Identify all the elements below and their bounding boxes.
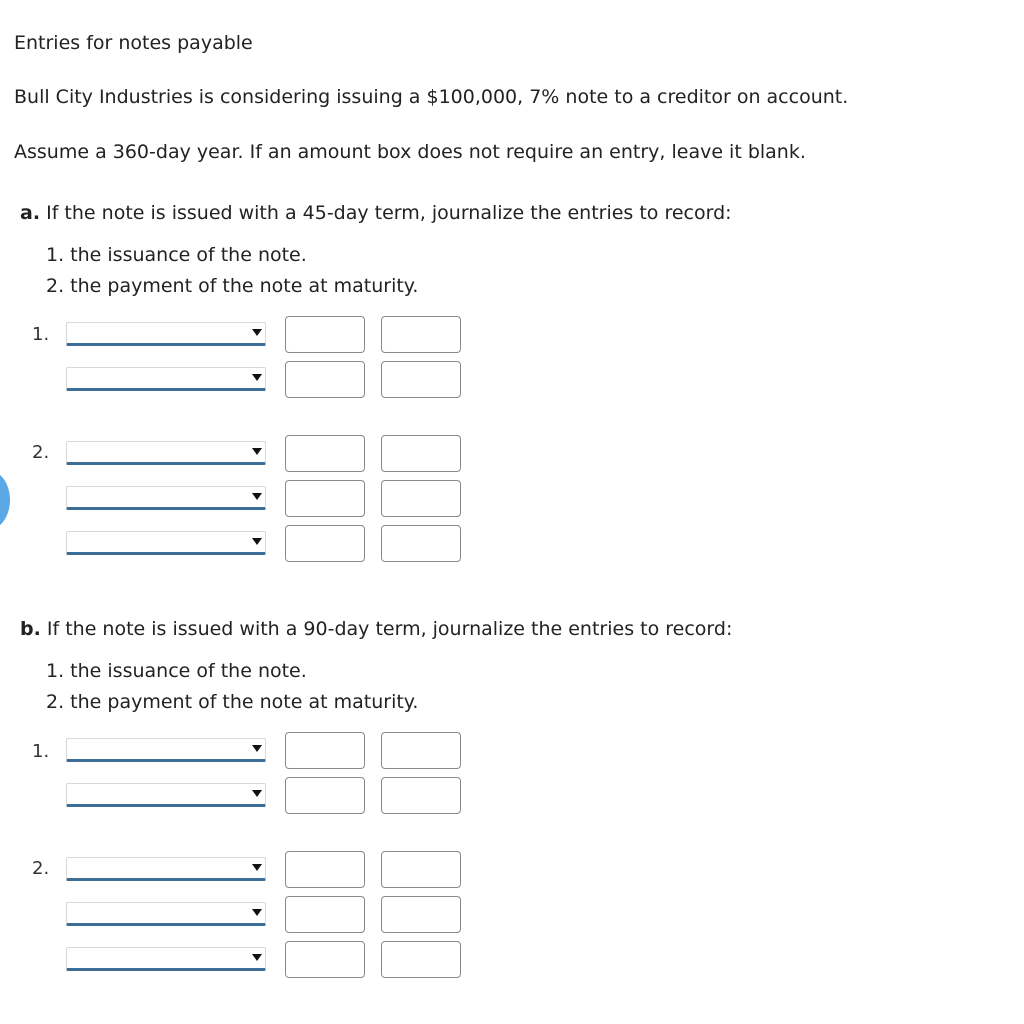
part-a-item-1: 1. the issuance of the note. <box>46 244 307 266</box>
part-a-label: a. <box>20 202 41 224</box>
account-select[interactable] <box>66 783 266 807</box>
part-b-entry-2-label: 2. <box>32 858 50 879</box>
account-select[interactable] <box>66 738 266 762</box>
dropdown-arrow-icon <box>252 864 262 871</box>
part-a-entry-1-label: 1. <box>32 324 50 345</box>
account-select[interactable] <box>66 902 266 926</box>
credit-amount-input[interactable] <box>381 941 461 978</box>
credit-amount-input[interactable] <box>381 525 461 562</box>
part-b-label: b. <box>20 618 41 640</box>
dropdown-arrow-icon <box>252 538 262 545</box>
dropdown-arrow-icon <box>252 790 262 797</box>
part-b-item-1: 1. the issuance of the note. <box>46 660 307 682</box>
instructions-text: Assume a 360-day year. If an amount box does not require an entry, leave it blank. <box>14 141 806 163</box>
page-title: Entries for notes payable <box>14 32 253 54</box>
part-a-item-2: 2. the payment of the note at maturity. <box>46 275 419 297</box>
credit-amount-input[interactable] <box>381 896 461 933</box>
debit-amount-input[interactable] <box>285 435 365 472</box>
debit-amount-input[interactable] <box>285 525 365 562</box>
part-b-item-2: 2. the payment of the note at maturity. <box>46 691 419 713</box>
edge-indicator <box>0 470 10 530</box>
dropdown-arrow-icon <box>252 493 262 500</box>
scenario-text: Bull City Industries is considering issuing a $100,000, 7% note to a creditor on account. <box>14 86 849 108</box>
debit-amount-input[interactable] <box>285 941 365 978</box>
dropdown-arrow-icon <box>252 448 262 455</box>
part-b-entry-1-label: 1. <box>32 741 50 762</box>
credit-amount-input[interactable] <box>381 361 461 398</box>
account-select[interactable] <box>66 322 266 346</box>
credit-amount-input[interactable] <box>381 732 461 769</box>
debit-amount-input[interactable] <box>285 732 365 769</box>
dropdown-arrow-icon <box>252 745 262 752</box>
dropdown-arrow-icon <box>252 909 262 916</box>
part-a-question-text: If the note is issued with a 45-day term, journalize the entries to record: <box>46 202 732 224</box>
debit-amount-input[interactable] <box>285 777 365 814</box>
account-select[interactable] <box>66 531 266 555</box>
part-b-question <box>20 618 732 640</box>
credit-amount-input[interactable] <box>381 777 461 814</box>
dropdown-arrow-icon <box>252 374 262 381</box>
account-select[interactable] <box>66 441 266 465</box>
credit-amount-input[interactable] <box>381 316 461 353</box>
dropdown-arrow-icon <box>252 329 262 336</box>
part-a-entry-2-label: 2. <box>32 442 50 463</box>
account-select[interactable] <box>66 486 266 510</box>
account-select[interactable] <box>66 947 266 971</box>
part-b-question-text: If the note is issued with a 90-day term, journalize the entries to record: <box>46 618 733 640</box>
part-a-question <box>20 202 732 224</box>
debit-amount-input[interactable] <box>285 896 365 933</box>
account-select[interactable] <box>66 367 266 391</box>
debit-amount-input[interactable] <box>285 480 365 517</box>
credit-amount-input[interactable] <box>381 851 461 888</box>
credit-amount-input[interactable] <box>381 480 461 517</box>
account-select[interactable] <box>66 857 266 881</box>
debit-amount-input[interactable] <box>285 316 365 353</box>
debit-amount-input[interactable] <box>285 851 365 888</box>
credit-amount-input[interactable] <box>381 435 461 472</box>
debit-amount-input[interactable] <box>285 361 365 398</box>
dropdown-arrow-icon <box>252 954 262 961</box>
